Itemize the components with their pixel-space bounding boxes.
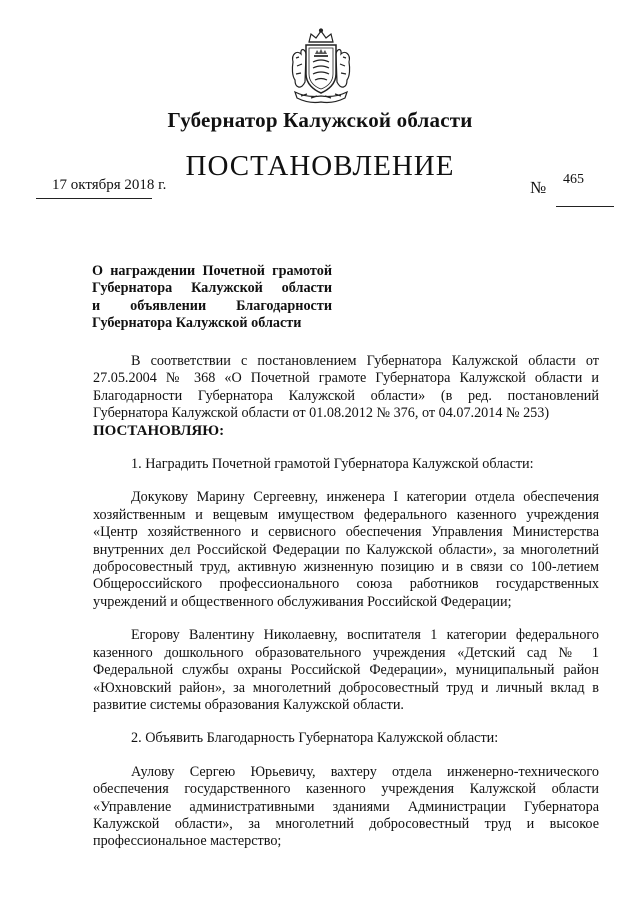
item-1-heading: 1. Наградить Почетной грамотой Губернатора Калужской области:: [131, 456, 534, 473]
document-date: 17 октября 2018 г.: [52, 177, 167, 193]
decree-word: ПОСТАНОВЛЯЮ:: [93, 422, 225, 439]
award-paragraph: Егорову Валентину Николаевну, воспитателя 1 категории федерального казенного дошкольного образовательного учреждения «Детский сад № 1 Федеральной службы охраны Российской Федерации», муниципальный район «Юхновский район», за многолетний добросовестный труд и личный вклад в развитие системы образования Калужской области.: [93, 627, 599, 713]
date-underline: [36, 198, 152, 199]
subject-line: Губернатора Калужской области: [92, 314, 302, 331]
subject-line: О награждении Почетной грамотой: [92, 263, 332, 279]
subject-line: и объявлении Благодарности: [92, 297, 332, 314]
number-sign: №: [530, 178, 547, 197]
issuing-authority: Губернатор Калужской области: [167, 108, 473, 132]
number-underline: [556, 206, 614, 207]
award-paragraph: Докукову Марину Сергеевну, инженера I категории отдела обеспечения хозяйственным и вещевым имуществом федерального казенного учреждения «Центр хозяйственного и сервисного обеспечения Управления Министерства внутренних дел Российской Федерации по Калужской области», за многолетний добросовестный труд, активную жизненную позицию и в связи со 100-летием Общероссийского профессионального союза работников государственных учреждений и общественного обслуживания Российской Федерации;: [93, 489, 599, 610]
subject-line: Губернатора Калужской области: [92, 280, 332, 297]
document-number: 465: [563, 172, 584, 187]
document-type-title: ПОСТАНОВЛЕНИЕ: [185, 150, 455, 182]
preamble-paragraph: В соответствии с постановлением Губернатора Калужской области от 27.05.2004 № 368 «О Почетной грамоте Губернатора Калужской области и Благодарности Губернатора Калужской области» (в ред. постановлений Губернатора Калужской области от 01.08.2012 № 376, от 04.07.2014 № 253): [93, 353, 599, 422]
coat-of-arms-icon: [287, 28, 355, 106]
document-subject: [92, 263, 332, 332]
document-body: [93, 353, 599, 851]
thanks-paragraph: Аулову Сергею Юрьевичу, вахтеру отдела инженерно-технического обеспечения государственного казенного учреждения Калужской области «Управление административными зданиями Администрации Губернатора Калужской области», за многолетний добросовестный труд и высокое профессиональное мастерство;: [93, 763, 599, 850]
item-2-heading: 2. Объявить Благодарность Губернатора Калужской области:: [131, 730, 499, 747]
